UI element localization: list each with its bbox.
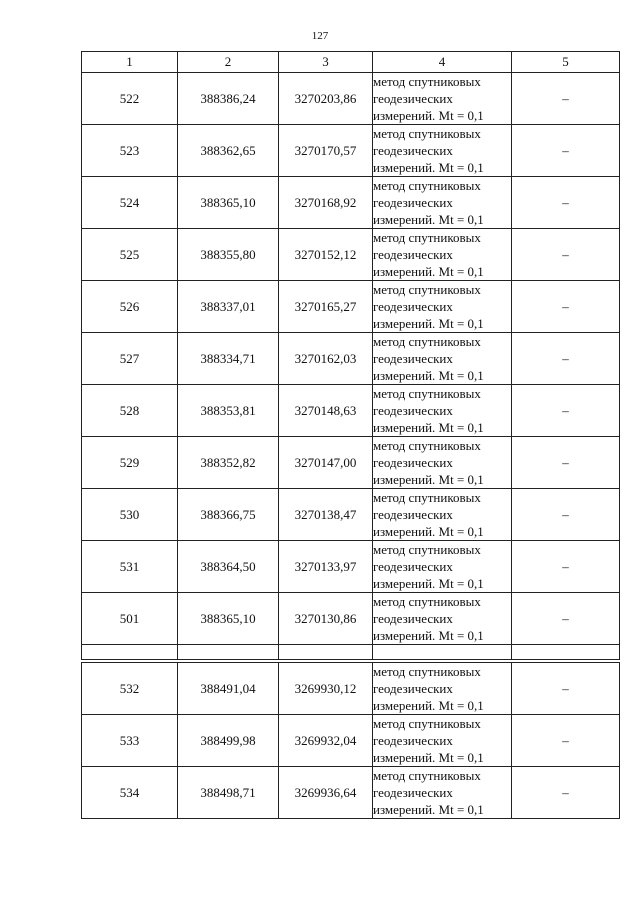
point-number-cell: 534 (82, 767, 178, 819)
point-number-cell: 524 (82, 177, 178, 229)
table-row (82, 437, 620, 489)
table-row (82, 715, 620, 767)
method-description-line-2: геодезических (373, 143, 453, 158)
y-coordinate-cell: 3270148,63 (279, 385, 373, 437)
method-description-line-2: геодезических (373, 507, 453, 522)
method-description-line-3: измерений. Mt = 0,1 (373, 524, 484, 539)
y-coordinate-cell: 3269936,64 (279, 767, 373, 819)
method-description-line-3: измерений. Mt = 0,1 (373, 368, 484, 383)
table-row (82, 489, 620, 541)
y-coordinate-cell: 3270130,86 (279, 593, 373, 645)
method-description-line-2: геодезических (373, 559, 453, 574)
blank-cell (512, 645, 620, 660)
y-coordinate-cell: 3270147,00 (279, 437, 373, 489)
method-description-line-3: измерений. Mt = 0,1 (373, 750, 484, 765)
method-description-cell (373, 229, 512, 281)
note-cell: – (512, 489, 620, 541)
method-description-line-1: метод спутниковых (373, 490, 481, 505)
note-cell: – (512, 663, 620, 715)
method-description-line-1: метод спутниковых (373, 74, 481, 89)
y-coordinate-cell: 3270162,03 (279, 333, 373, 385)
method-description-line-2: геодезических (373, 195, 453, 210)
method-description-line-3: измерений. Mt = 0,1 (373, 802, 484, 817)
table-header-row (82, 52, 620, 73)
table-row (82, 229, 620, 281)
y-coordinate-cell: 3270133,97 (279, 541, 373, 593)
method-description-line-3: измерений. Mt = 0,1 (373, 698, 484, 713)
x-coordinate-cell: 388355,80 (178, 229, 279, 281)
method-description-line-2: геодезических (373, 455, 453, 470)
blank-cell (178, 645, 279, 660)
x-coordinate-cell: 388491,04 (178, 663, 279, 715)
x-coordinate-cell: 388365,10 (178, 177, 279, 229)
column-header-2: 2 (178, 52, 279, 73)
x-coordinate-cell: 388366,75 (178, 489, 279, 541)
column-header-1: 1 (82, 52, 178, 73)
method-description-cell (373, 715, 512, 767)
point-number-cell: 522 (82, 73, 178, 125)
method-description-line-3: измерений. Mt = 0,1 (373, 472, 484, 487)
note-cell: – (512, 593, 620, 645)
method-description-line-2: геодезических (373, 611, 453, 626)
method-description-cell (373, 333, 512, 385)
coordinates-table (81, 51, 620, 819)
method-description-cell (373, 663, 512, 715)
method-description-line-2: геодезических (373, 403, 453, 418)
x-coordinate-cell: 388364,50 (178, 541, 279, 593)
method-description-line-3: измерений. Mt = 0,1 (373, 264, 484, 279)
method-description-cell (373, 489, 512, 541)
method-description-line-1: метод спутниковых (373, 230, 481, 245)
blank-row (82, 645, 620, 660)
point-number-cell: 528 (82, 385, 178, 437)
method-description-line-3: измерений. Mt = 0,1 (373, 576, 484, 591)
method-description-cell (373, 767, 512, 819)
point-number-cell: 533 (82, 715, 178, 767)
note-cell: – (512, 541, 620, 593)
note-cell: – (512, 385, 620, 437)
method-description-line-2: геодезических (373, 351, 453, 366)
x-coordinate-cell: 388499,98 (178, 715, 279, 767)
point-number-cell: 532 (82, 663, 178, 715)
method-description-line-3: измерений. Mt = 0,1 (373, 628, 484, 643)
blank-cell (279, 645, 373, 660)
y-coordinate-cell: 3269930,12 (279, 663, 373, 715)
x-coordinate-cell: 388365,10 (178, 593, 279, 645)
table-row (82, 663, 620, 715)
point-number-cell: 526 (82, 281, 178, 333)
column-header-4: 4 (373, 52, 512, 73)
note-cell: – (512, 125, 620, 177)
method-description-cell (373, 125, 512, 177)
y-coordinate-cell: 3270165,27 (279, 281, 373, 333)
x-coordinate-cell: 388386,24 (178, 73, 279, 125)
note-cell: – (512, 281, 620, 333)
table-row (82, 177, 620, 229)
method-description-line-3: измерений. Mt = 0,1 (373, 108, 484, 123)
note-cell: – (512, 715, 620, 767)
point-number-cell: 523 (82, 125, 178, 177)
method-description-line-1: метод спутниковых (373, 664, 481, 679)
point-number-cell: 527 (82, 333, 178, 385)
method-description-line-1: метод спутниковых (373, 438, 481, 453)
method-description-line-3: измерений. Mt = 0,1 (373, 316, 484, 331)
point-number-cell: 501 (82, 593, 178, 645)
x-coordinate-cell: 388362,65 (178, 125, 279, 177)
method-description-cell (373, 437, 512, 489)
blank-cell (82, 645, 178, 660)
method-description-line-1: метод спутниковых (373, 386, 481, 401)
x-coordinate-cell: 388334,71 (178, 333, 279, 385)
method-description-line-1: метод спутниковых (373, 334, 481, 349)
table-row (82, 767, 620, 819)
method-description-line-1: метод спутниковых (373, 126, 481, 141)
table-row (82, 541, 620, 593)
method-description-line-1: метод спутниковых (373, 768, 481, 783)
method-description-line-2: геодезических (373, 91, 453, 106)
method-description-line-1: метод спутниковых (373, 178, 481, 193)
column-header-5: 5 (512, 52, 620, 73)
x-coordinate-cell: 388337,01 (178, 281, 279, 333)
point-number-cell: 531 (82, 541, 178, 593)
blank-cell (373, 645, 512, 660)
method-description-cell (373, 385, 512, 437)
note-cell: – (512, 73, 620, 125)
x-coordinate-cell: 388352,82 (178, 437, 279, 489)
note-cell: – (512, 767, 620, 819)
method-description-cell (373, 281, 512, 333)
method-description-cell (373, 177, 512, 229)
note-cell: – (512, 437, 620, 489)
table-row (82, 281, 620, 333)
note-cell: – (512, 177, 620, 229)
method-description-line-2: геодезических (373, 785, 453, 800)
method-description-line-1: метод спутниковых (373, 594, 481, 609)
y-coordinate-cell: 3270138,47 (279, 489, 373, 541)
method-description-line-3: измерений. Mt = 0,1 (373, 160, 484, 175)
method-description-cell (373, 73, 512, 125)
table-row (82, 593, 620, 645)
method-description-line-3: измерений. Mt = 0,1 (373, 420, 484, 435)
method-description-line-3: измерений. Mt = 0,1 (373, 212, 484, 227)
method-description-line-1: метод спутниковых (373, 716, 481, 731)
method-description-cell (373, 541, 512, 593)
y-coordinate-cell: 3270168,92 (279, 177, 373, 229)
method-description-line-2: геодезических (373, 733, 453, 748)
point-number-cell: 525 (82, 229, 178, 281)
table-row (82, 333, 620, 385)
method-description-line-2: геодезических (373, 681, 453, 696)
note-cell: – (512, 333, 620, 385)
table-row (82, 125, 620, 177)
table-row (82, 73, 620, 125)
x-coordinate-cell: 388498,71 (178, 767, 279, 819)
method-description-line-2: геодезических (373, 299, 453, 314)
method-description-line-2: геодезических (373, 247, 453, 262)
x-coordinate-cell: 388353,81 (178, 385, 279, 437)
method-description-cell (373, 593, 512, 645)
point-number-cell: 529 (82, 437, 178, 489)
y-coordinate-cell: 3270170,57 (279, 125, 373, 177)
y-coordinate-cell: 3270152,12 (279, 229, 373, 281)
method-description-line-1: метод спутниковых (373, 282, 481, 297)
note-cell: – (512, 229, 620, 281)
column-header-3: 3 (279, 52, 373, 73)
table-row (82, 385, 620, 437)
page-number: 127 (311, 30, 329, 42)
y-coordinate-cell: 3269932,04 (279, 715, 373, 767)
y-coordinate-cell: 3270203,86 (279, 73, 373, 125)
point-number-cell: 530 (82, 489, 178, 541)
method-description-line-1: метод спутниковых (373, 542, 481, 557)
